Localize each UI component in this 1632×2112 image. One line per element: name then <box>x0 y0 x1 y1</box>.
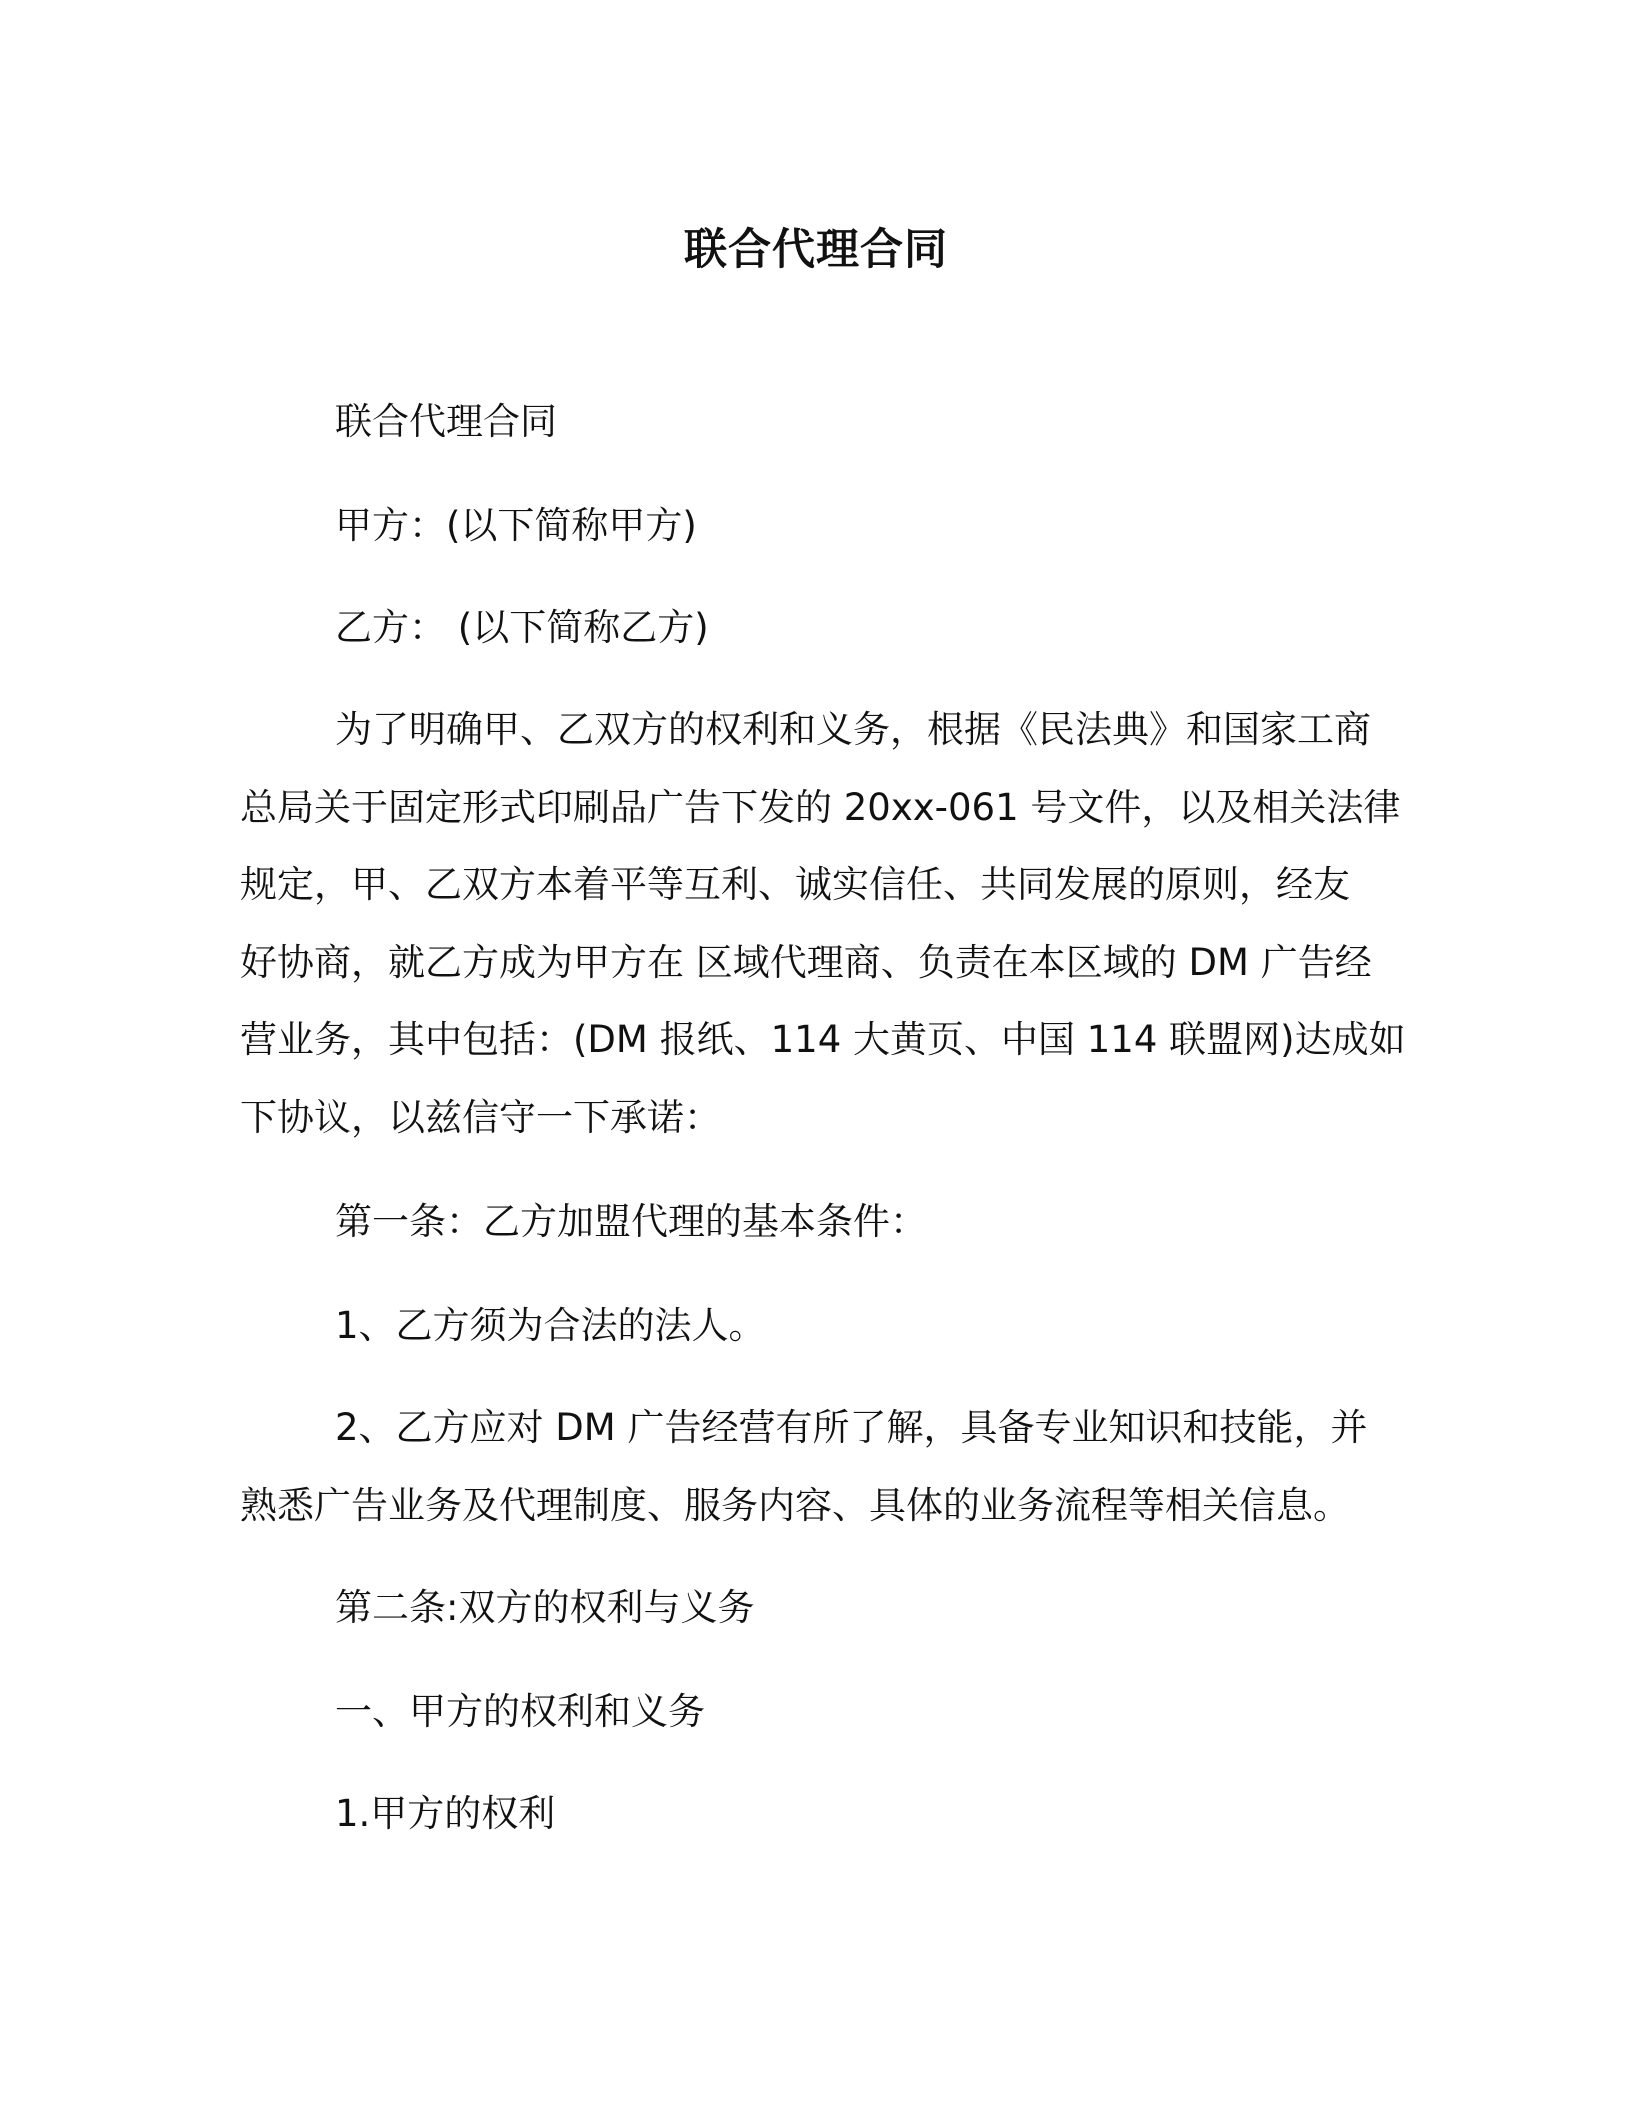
preamble-line: 营业务，其中包括：(DM 报纸、114 大黄页、中国 114 联盟网)达成如 <box>240 1018 1406 1061</box>
preamble-line: 为了明确甲、乙双方的权利和义务，根据《民法典》和国家工商 <box>335 708 1371 751</box>
party-b-line: 乙方： (以下简称乙方) <box>335 606 709 649</box>
section1-subheading: 1.甲方的权利 <box>335 1792 556 1835</box>
section1-heading: 一、甲方的权利和义务 <box>335 1690 705 1733</box>
article1-item2-line: 2、乙方应对 DM 广告经营有所了解，具备专业知识和技能，并 <box>335 1406 1368 1449</box>
article1-heading: 第一条：乙方加盟代理的基本条件： <box>335 1200 927 1243</box>
article1-item1: 1、乙方须为合法的法人。 <box>335 1304 766 1347</box>
preamble-line: 下协议，以兹信守一下承诺： <box>240 1096 721 1139</box>
article1-item2-line: 熟悉广告业务及代理制度、服务内容、具体的业务流程等相关信息。 <box>240 1484 1350 1527</box>
document-title: 联合代理合同 <box>684 225 948 275</box>
preamble-line: 好协商，就乙方成为甲方在 区域代理商、负责在本区域的 DM 广告经 <box>240 941 1372 984</box>
party-a-line: 甲方：(以下简称甲方) <box>335 504 697 547</box>
preamble-line: 规定，甲、乙双方本着平等互利、诚实信任、共同发展的原则，经友 <box>240 863 1350 906</box>
preamble-line: 总局关于固定形式印刷品广告下发的 20xx-061 号文件，以及相关法律 <box>240 786 1401 829</box>
article2-heading: 第二条:双方的权利与义务 <box>335 1586 755 1629</box>
contract-subtitle: 联合代理合同 <box>335 400 557 443</box>
